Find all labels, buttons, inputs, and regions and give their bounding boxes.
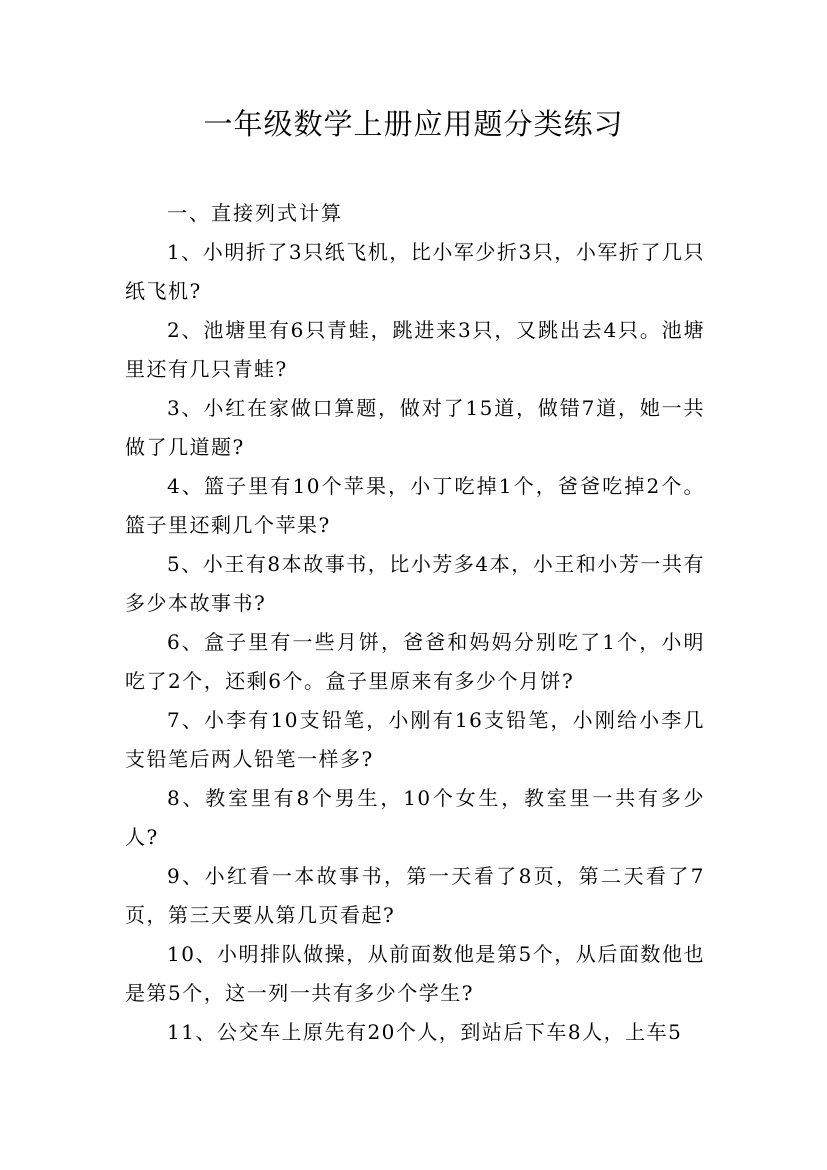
problem-5: 5、小王有8本故事书，比小芳多4本，小王和小芳一共有多少本故事书? <box>125 552 705 615</box>
document-body <box>125 194 705 1052</box>
problem-9: 9、小红看一本故事书，第一天看了8页，第二天看了7页，第三天要从第几页看起? <box>125 864 705 927</box>
problem-7: 7、小李有10支铅笔，小刚有16支铅笔，小刚给小李几支铅笔后两人铅笔一样多? <box>125 708 705 771</box>
problem-3: 3、小红在家做口算题，做对了15道，做错7道，她一共做了几道题? <box>125 396 705 459</box>
section-heading: 一、直接列式计算 <box>167 201 343 225</box>
problem-1: 1、小明折了3只纸飞机，比小军少折3只，小军折了几只纸飞机? <box>125 240 705 303</box>
problem-11: 11、公交车上原先有20个人，到站后下车8人，上车5 <box>167 1020 683 1044</box>
problem-2: 2、池塘里有6只青蛙，跳进来3只，又跳出去4只。池塘里还有几只青蛙? <box>125 318 705 381</box>
problem-8: 8、教室里有8个男生，10个女生，教室里一共有多少人? <box>125 786 705 849</box>
problem-10: 10、小明排队做操，从前面数他是第5个，从后面数他也是第5个，这一列一共有多少个学生? <box>125 942 705 1005</box>
document-title: 一年级数学上册应用题分类练习 <box>203 107 624 141</box>
problem-6: 6、盒子里有一些月饼，爸爸和妈妈分别吃了1个，小明吃了2个，还剩6个。盒子里原来有多少个月饼? <box>125 630 705 693</box>
problem-4: 4、篮子里有10个苹果，小丁吃掉1个，爸爸吃掉2个。篮子里还剩几个苹果? <box>125 474 705 537</box>
